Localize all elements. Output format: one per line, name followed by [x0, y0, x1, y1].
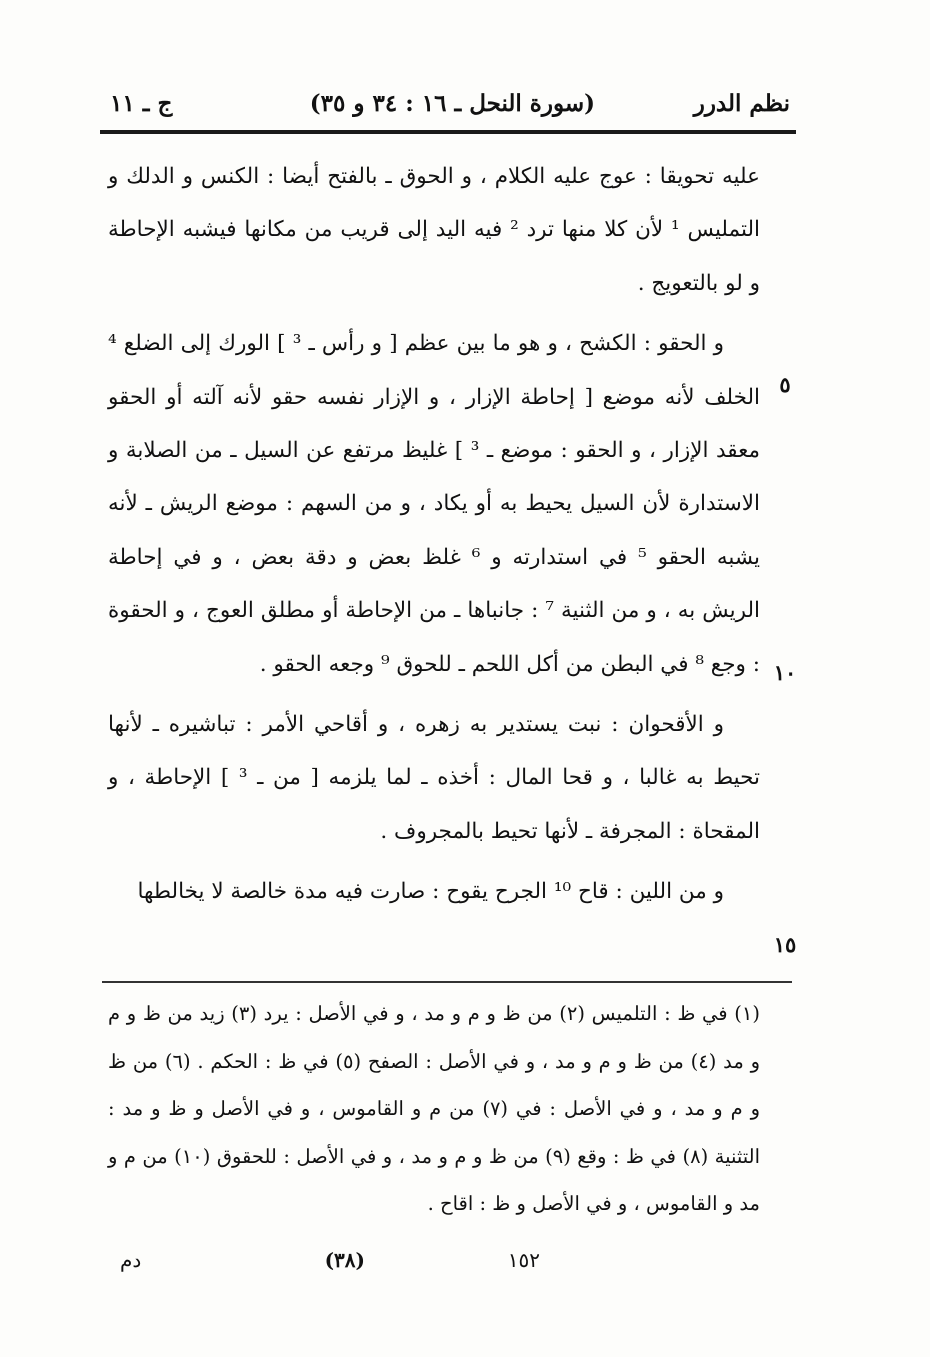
paragraph: و الحقو : الكشح ، و هو ما بين عظم [ و رأس ـ ³ ] الورك إلى الضلع ⁴ الخلف لأنه موضع [ إحاطة الإزار ، و الإزار نفسه حقو لأنه آلته أو الحقو معقد الإزار ، و الحقو : موضع ـ ³ ] غليظ مرتفع عن السيل ـ من الصلابة و الاستدارة لأن السيل يحيط به أو يكاد ، و من السهم : موضع الريش ـ لأنه يشبه الحقو ⁵ في استدارته و ⁶ غلظ بعض و دقة بعض ، و في إحاطة الريش به ، و من الثنية ⁷ : جانباها ـ من الإحاطة أو مطلق العوج ، و الحقوة : وجع ⁸ في البطن من أكل اللحم ـ للحوق ⁹ وجعه الحقو .	[108, 331, 761, 677]
book-title: نظم الدرر	[693, 90, 790, 117]
signature-number: (٣٨)	[324, 1248, 365, 1272]
line-number: ١٠	[773, 660, 797, 685]
line-number: ١٥	[773, 932, 797, 957]
printer-mark: دم	[120, 1248, 142, 1272]
footnotes	[108, 990, 760, 1228]
line-number: ٥	[779, 372, 791, 397]
footnote-text: (١) في ظ : التلميس (٢) من ظ و م و مد ، و في الأصل : يرد (٣) زيد من ظ و م و مد (٤) من ظ و م و مد ، و في الأصل : الصفح (٥) في ظ : الحكم . (٦) من ظ و م و مد ، و في الأصل : في (٧) من م و القاموس ، و في الأصل و ظ و مد : التثنية (٨) في ظ : وقع (٩) من ظ و م و مد ، و في الأصل : للحقوق (١٠) من م و مد و القاموس ، و في الأصل و ظ : اقاح .	[108, 1002, 760, 1216]
surah-reference: (سورة النحل ـ ١٦ : ٣٤ و ٣٥)	[309, 90, 595, 117]
main-text	[108, 150, 760, 919]
header-rule	[100, 130, 796, 134]
page-number: ١٥٢	[507, 1248, 540, 1272]
footnote-rule	[102, 981, 792, 983]
paragraph: و الأقحوان : نبت يستدير به زهره ، و أقاحي الأمر : تباشيره ـ لأنها تحيط به غالبا ، و قحا المال : أخذه ـ لما يلزمه [ من ـ ³ ] الإحاطة ، و المقحاة : المجرفة ـ لأنها تحيط بالمجروف .	[108, 712, 760, 844]
page-footer	[120, 1248, 540, 1278]
paragraph: و من اللين : قاح ¹⁰ الجرح يقوح : صارت فيه مدة خالصة لا يخالطها	[137, 879, 724, 905]
paragraph: عليه تحويقا : عوج عليه الكلام ، و الحوق ـ بالفتح أيضا : الكنس و الدلك و التمليس ¹ لأن كلا منها ترد ² فيه اليد إلى قريب من مكانها فيشبه الإحاطة و لو بالتعويج .	[108, 164, 760, 296]
part-number: ج ـ ١١	[110, 90, 173, 117]
running-header	[110, 86, 790, 126]
